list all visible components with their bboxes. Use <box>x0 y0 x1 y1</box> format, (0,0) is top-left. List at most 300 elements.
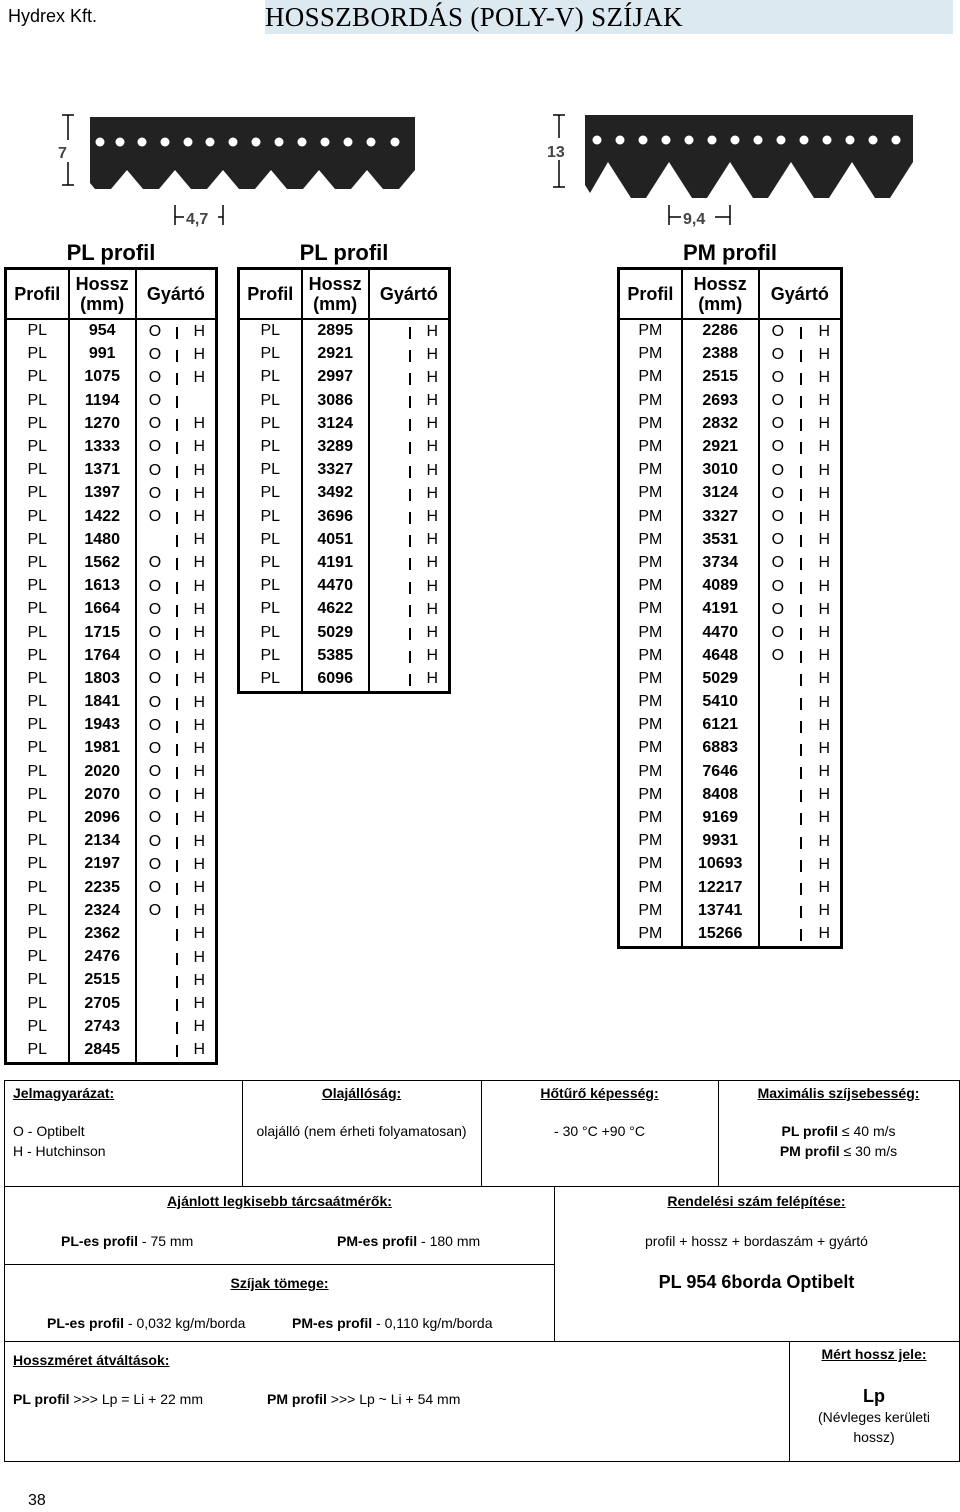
optibelt-mark: O <box>771 415 785 433</box>
profile-cell: PM <box>619 482 682 505</box>
length-cell: 1943 <box>69 714 136 737</box>
table-row <box>619 830 842 853</box>
profile-cell: PM <box>619 459 682 482</box>
profile-cell: PL <box>6 482 69 505</box>
table-row <box>6 621 217 644</box>
profile-cell: PM <box>619 528 682 551</box>
conversion-pl: PL profil >>> Lp = Li + 22 mm <box>13 1391 204 1407</box>
length-cell: 1613 <box>69 575 136 598</box>
length-cell: 7646 <box>682 760 759 783</box>
manufacturer-separator <box>176 396 178 408</box>
hutchinson-mark: H <box>818 368 830 386</box>
hutchinson-mark: H <box>426 623 438 641</box>
hutchinson-mark: H <box>426 461 438 479</box>
manufacturer-separator <box>800 906 802 918</box>
length-cell: 1562 <box>69 551 136 574</box>
manufacturer-separator <box>800 396 802 408</box>
optibelt-mark: O <box>148 809 162 827</box>
table-row <box>6 575 217 598</box>
length-label: Hossz <box>693 273 747 294</box>
manufacturer-separator <box>176 628 178 640</box>
profile-cell: PL <box>6 946 69 969</box>
profile-cell: PM <box>619 691 682 714</box>
hutchinson-mark: H <box>818 554 830 572</box>
manufacturer-cell <box>759 575 842 598</box>
manufacturer-separator <box>176 489 178 501</box>
profile-cell: PM <box>619 598 682 621</box>
hutchinson-mark: H <box>426 508 438 525</box>
manufacturer-cell <box>136 319 217 343</box>
length-cell: 1715 <box>69 621 136 644</box>
manufacturer-cell <box>759 366 842 389</box>
manufacturer-cell <box>136 482 217 505</box>
pl-length-table-2 <box>237 267 451 694</box>
manufacturer-cell <box>369 412 450 435</box>
oil-text: olajálló (nem érheti folyamatosan) <box>256 1123 467 1139</box>
length-cell: 3124 <box>682 482 759 505</box>
manufacturer-separator <box>409 419 411 431</box>
table-row <box>239 343 450 366</box>
profile-cell: PL <box>239 389 302 412</box>
manufacturer-cell <box>136 760 217 783</box>
table-row <box>239 551 450 574</box>
table-row <box>6 459 217 482</box>
page-number: 38 <box>28 1492 46 1509</box>
manufacturer-separator <box>800 813 802 825</box>
hutchinson-mark: H <box>426 670 438 688</box>
profile-cell: PL <box>6 1038 69 1063</box>
table-row <box>6 644 217 667</box>
manufacturer-cell <box>136 575 217 598</box>
length-cell: 4051 <box>302 528 369 551</box>
hutchinson-mark: H <box>818 832 830 850</box>
profile-cell: PL <box>6 691 69 714</box>
profile-cell: PL <box>239 482 302 505</box>
hutchinson-mark: H <box>193 531 205 549</box>
hutchinson-mark: H <box>818 809 830 827</box>
table-row <box>6 853 217 876</box>
manufacturer-separator <box>176 651 178 663</box>
manufacturer-cell <box>369 575 450 598</box>
manufacturer-separator <box>409 512 411 524</box>
manufacturer-cell <box>759 737 842 760</box>
optibelt-mark: O <box>148 623 162 641</box>
company-name: Hydrex Kft. <box>8 6 98 26</box>
length-cell: 5029 <box>682 667 759 690</box>
manufacturer-cell <box>759 389 842 412</box>
manufacturer-cell <box>759 598 842 621</box>
table-row <box>619 644 842 667</box>
length-cell: 5029 <box>302 621 369 644</box>
manufacturer-cell <box>136 551 217 574</box>
pl-length-table-1 <box>4 267 218 1065</box>
profile-cell: PM <box>619 575 682 598</box>
table-row <box>619 760 842 783</box>
manufacturer-cell <box>136 714 217 737</box>
profile-cell: PM <box>619 505 682 528</box>
table3-heading: PM profil <box>682 240 778 265</box>
hutchinson-mark: H <box>193 1041 205 1059</box>
profile-cell: PM <box>619 830 682 853</box>
profile-cell: PM <box>619 876 682 899</box>
profile-cell: PL <box>6 598 69 621</box>
mass-pm: PM-es profil - 0,110 kg/m/borda <box>292 1315 493 1331</box>
length-cell: 3327 <box>682 505 759 528</box>
optibelt-mark: O <box>771 554 785 572</box>
pl-profile-diagram <box>50 105 430 230</box>
length-unit: (mm) <box>698 293 743 314</box>
optibelt-mark: O <box>771 345 785 363</box>
profile-cell: PL <box>6 575 69 598</box>
optibelt-mark: O <box>148 322 162 340</box>
hutchinson-mark: H <box>818 879 830 896</box>
table-row <box>619 459 842 482</box>
info-box <box>4 1080 960 1462</box>
length-cell: 2324 <box>69 899 136 922</box>
manufacturer-separator <box>409 651 411 663</box>
table-row <box>619 575 842 598</box>
key-optibelt: O - Optibelt <box>13 1123 85 1139</box>
length-cell: 3696 <box>302 505 369 528</box>
manufacturer-separator <box>800 419 802 431</box>
profile-cell: PM <box>619 644 682 667</box>
manufacturer-cell <box>369 319 450 343</box>
manufacturer-separator <box>176 535 178 547</box>
manufacturer-separator <box>800 837 802 849</box>
profile-cell: PL <box>239 644 302 667</box>
length-cell: 2096 <box>69 806 136 829</box>
profile-cell: PL <box>6 644 69 667</box>
hutchinson-mark: H <box>818 461 830 479</box>
table-row <box>239 598 450 621</box>
table-row <box>239 319 450 343</box>
measured-length-title: Mért hossz jele: <box>821 1346 927 1362</box>
key-hutchinson: H - Hutchinson <box>13 1143 106 1159</box>
optibelt-mark: O <box>148 461 162 479</box>
profile-cell: PM <box>619 806 682 829</box>
optibelt-mark: O <box>771 392 785 410</box>
table-row <box>239 667 450 692</box>
length-unit: (mm) <box>80 293 125 314</box>
hutchinson-mark: H <box>193 994 205 1012</box>
hutchinson-mark: H <box>193 577 205 595</box>
table-row <box>6 969 217 992</box>
manufacturer-cell <box>369 482 450 505</box>
length-cell: 9169 <box>682 806 759 829</box>
profile-cell: PL <box>239 551 302 574</box>
hutchinson-mark: H <box>818 577 830 595</box>
manufacturer-separator <box>409 396 411 408</box>
length-cell: 2845 <box>69 1038 136 1063</box>
profile-cell: PL <box>239 598 302 621</box>
manufacturer-cell <box>759 760 842 783</box>
manufacturer-cell <box>759 319 842 343</box>
optibelt-mark: O <box>148 368 162 386</box>
manufacturer-separator <box>800 929 802 941</box>
hutchinson-mark: H <box>818 739 830 757</box>
profile-cell: PM <box>619 783 682 806</box>
table-row <box>619 343 842 366</box>
optibelt-mark: O <box>148 647 162 665</box>
optibelt-mark: O <box>148 693 162 711</box>
profile-cell: PL <box>6 876 69 899</box>
length-cell: 2895 <box>302 319 369 343</box>
hutchinson-mark: H <box>818 508 830 525</box>
table-row <box>619 714 842 737</box>
manufacturer-cell <box>759 667 842 690</box>
heat-text: - 30 °C +90 °C <box>554 1123 645 1139</box>
length-label: Hossz <box>75 273 129 294</box>
manufacturer-separator <box>176 605 178 617</box>
length-cell: 6121 <box>682 714 759 737</box>
manufacturer-separator <box>409 489 411 501</box>
optibelt-mark: O <box>771 322 785 340</box>
manufacturer-cell <box>136 621 217 644</box>
table-row <box>619 691 842 714</box>
profile-cell: PM <box>619 899 682 922</box>
manufacturer-separator <box>176 466 178 478</box>
profile-cell: PL <box>6 621 69 644</box>
hutchinson-mark: H <box>193 322 205 340</box>
profile-cell: PL <box>6 459 69 482</box>
length-cell: 2476 <box>69 946 136 969</box>
profile-cell: PL <box>6 830 69 853</box>
manufacturer-cell <box>759 922 842 947</box>
manufacturer-cell <box>136 830 217 853</box>
hutchinson-mark: H <box>193 879 205 896</box>
manufacturer-separator <box>409 674 411 686</box>
table-row <box>239 644 450 667</box>
length-cell: 12217 <box>682 876 759 899</box>
profile-cell: PL <box>239 528 302 551</box>
pulley-pl: PL-es profil - 75 mm <box>61 1233 194 1249</box>
manufacturer-separator <box>176 744 178 756</box>
manufacturer-cell <box>136 691 217 714</box>
hutchinson-mark: H <box>193 484 205 502</box>
hutchinson-mark: H <box>818 345 830 363</box>
manufacturer-separator <box>176 790 178 802</box>
manufacturer-cell <box>136 1015 217 1038</box>
manufacturer-separator <box>800 790 802 802</box>
manufacturer-separator <box>409 442 411 454</box>
manufacturer-cell <box>136 806 217 829</box>
profile-cell: PL <box>239 621 302 644</box>
manufacturer-cell <box>369 598 450 621</box>
hutchinson-mark: H <box>193 461 205 479</box>
optibelt-mark: O <box>771 508 785 525</box>
manufacturer-separator <box>409 582 411 594</box>
manufacturer-cell <box>759 783 842 806</box>
length-cell: 2693 <box>682 389 759 412</box>
table-row <box>6 435 217 458</box>
table-row <box>619 482 842 505</box>
profile-cell: PL <box>6 737 69 760</box>
length-cell: 991 <box>69 343 136 366</box>
manufacturer-separator <box>176 813 178 825</box>
page-title: HOSSZBORDÁS (POLY-V) SZÍJAK <box>265 2 683 32</box>
manufacturer-cell <box>136 667 217 690</box>
manufacturer-separator <box>800 489 802 501</box>
table-row <box>619 737 842 760</box>
length-cell: 1422 <box>69 505 136 528</box>
hutchinson-mark: H <box>193 508 205 525</box>
profile-cell: PM <box>619 319 682 343</box>
length-cell: 4470 <box>302 575 369 598</box>
hutchinson-mark: H <box>193 554 205 572</box>
manufacturer-cell <box>136 946 217 969</box>
table-row <box>6 783 217 806</box>
length-cell: 3289 <box>302 435 369 458</box>
manufacturer-cell <box>759 876 842 899</box>
manufacturer-separator <box>176 1022 178 1034</box>
manufacturer-cell <box>369 459 450 482</box>
manufacturer-separator <box>409 605 411 617</box>
manufacturer-separator <box>800 698 802 710</box>
table-row <box>6 412 217 435</box>
hutchinson-mark: H <box>193 809 205 827</box>
table-row <box>6 667 217 690</box>
length-cell: 4191 <box>302 551 369 574</box>
table-row <box>6 737 217 760</box>
hutchinson-mark: H <box>426 368 438 386</box>
manufacturer-separator <box>800 605 802 617</box>
length-cell: 1270 <box>69 412 136 435</box>
optibelt-mark: O <box>148 554 162 572</box>
table-row <box>6 1038 217 1063</box>
manufacturer-separator <box>176 373 178 385</box>
manufacturer-separator <box>176 442 178 454</box>
manufacturer-separator <box>409 558 411 570</box>
pl-belt-shape <box>90 117 415 189</box>
manufacturer-separator <box>800 350 802 362</box>
optibelt-mark: O <box>148 438 162 456</box>
optibelt-mark: O <box>771 647 785 665</box>
length-cell: 2388 <box>682 343 759 366</box>
hutchinson-mark: H <box>193 1018 205 1036</box>
profile-cell: PM <box>619 389 682 412</box>
hutchinson-mark: H <box>818 855 830 873</box>
table-row <box>6 505 217 528</box>
hutchinson-mark: H <box>426 554 438 572</box>
table-row <box>619 435 842 458</box>
table-row <box>239 621 450 644</box>
manufacturer-separator <box>800 582 802 594</box>
hutchinson-mark: H <box>193 438 205 456</box>
hutchinson-mark: H <box>193 415 205 433</box>
table-row <box>239 528 450 551</box>
heat-title: Hőtűrő képesség: <box>540 1085 659 1101</box>
table-row <box>6 319 217 343</box>
key-title: Jelmagyarázat: <box>13 1085 115 1101</box>
hutchinson-mark: H <box>426 438 438 456</box>
table-row <box>619 412 842 435</box>
hutchinson-mark: H <box>818 484 830 502</box>
manufacturer-separator <box>800 860 802 872</box>
manufacturer-cell <box>759 412 842 435</box>
optibelt-mark: O <box>148 902 162 920</box>
manufacturer-cell <box>759 853 842 876</box>
length-cell: 13741 <box>682 899 759 922</box>
length-cell: 2070 <box>69 783 136 806</box>
length-cell: 3734 <box>682 551 759 574</box>
speed-pm: PM profil ≤ 30 m/s <box>779 1143 898 1159</box>
order-text: profil + hossz + bordaszám + gyártó <box>645 1233 868 1249</box>
length-cell: 4622 <box>302 598 369 621</box>
hutchinson-mark: H <box>193 345 205 363</box>
hutchinson-mark: H <box>818 415 830 433</box>
optibelt-mark: O <box>148 392 162 410</box>
length-cell: 6883 <box>682 737 759 760</box>
table-row <box>6 830 217 853</box>
speed-pl: PL profil ≤ 40 m/s <box>781 1123 896 1139</box>
hutchinson-mark: H <box>426 484 438 502</box>
manufacturer-cell <box>369 505 450 528</box>
optibelt-mark: O <box>771 461 785 479</box>
col-header-length <box>302 269 369 319</box>
pm-belt-shape <box>585 115 913 198</box>
pl-height-label: 7 <box>58 145 67 162</box>
profile-cell: PL <box>239 412 302 435</box>
optibelt-mark: O <box>771 531 785 549</box>
length-cell: 1194 <box>69 389 136 412</box>
manufacturer-separator <box>176 558 178 570</box>
optibelt-mark: O <box>148 832 162 850</box>
manufacturer-cell <box>759 482 842 505</box>
manufacturer-cell <box>136 922 217 945</box>
hutchinson-mark: H <box>818 902 830 920</box>
profile-cell: PM <box>619 366 682 389</box>
length-cell: 3492 <box>302 482 369 505</box>
hutchinson-mark: H <box>193 368 205 386</box>
manufacturer-cell <box>136 644 217 667</box>
table-row <box>6 389 217 412</box>
hutchinson-mark: H <box>193 832 205 850</box>
length-cell: 1075 <box>69 366 136 389</box>
profile-cell: PL <box>6 783 69 806</box>
optibelt-mark: O <box>771 623 785 641</box>
hutchinson-mark: H <box>818 647 830 665</box>
manufacturer-cell <box>369 389 450 412</box>
length-unit: (mm) <box>313 293 358 314</box>
optibelt-mark: O <box>148 508 162 525</box>
table-row <box>6 598 217 621</box>
hutchinson-mark: H <box>193 693 205 711</box>
hutchinson-mark: H <box>426 345 438 363</box>
hutchinson-mark: H <box>818 763 830 781</box>
profile-cell: PM <box>619 737 682 760</box>
pl-belt-cross-section <box>90 117 415 189</box>
length-cell: 6096 <box>302 667 369 692</box>
manufacturer-cell <box>136 853 217 876</box>
length-cell: 1333 <box>69 435 136 458</box>
manufacturer-separator <box>800 512 802 524</box>
pulley-pm: PM-es profil - 180 mm <box>337 1233 481 1249</box>
length-cell: 1841 <box>69 691 136 714</box>
hutchinson-mark: H <box>193 971 205 989</box>
length-cell: 2743 <box>69 1015 136 1038</box>
hutchinson-mark: H <box>193 716 205 734</box>
conversion-pm: PM profil >>> Lp ~ Li + 54 mm <box>267 1391 461 1407</box>
profile-cell: PL <box>6 922 69 945</box>
length-cell: 4470 <box>682 621 759 644</box>
table-row <box>6 528 217 551</box>
profile-cell: PL <box>6 435 69 458</box>
table-row <box>6 714 217 737</box>
table-row <box>619 806 842 829</box>
manufacturer-separator <box>176 767 178 779</box>
profile-cell: PL <box>6 714 69 737</box>
col-header-manufacturer: Gyártó <box>369 269 450 319</box>
